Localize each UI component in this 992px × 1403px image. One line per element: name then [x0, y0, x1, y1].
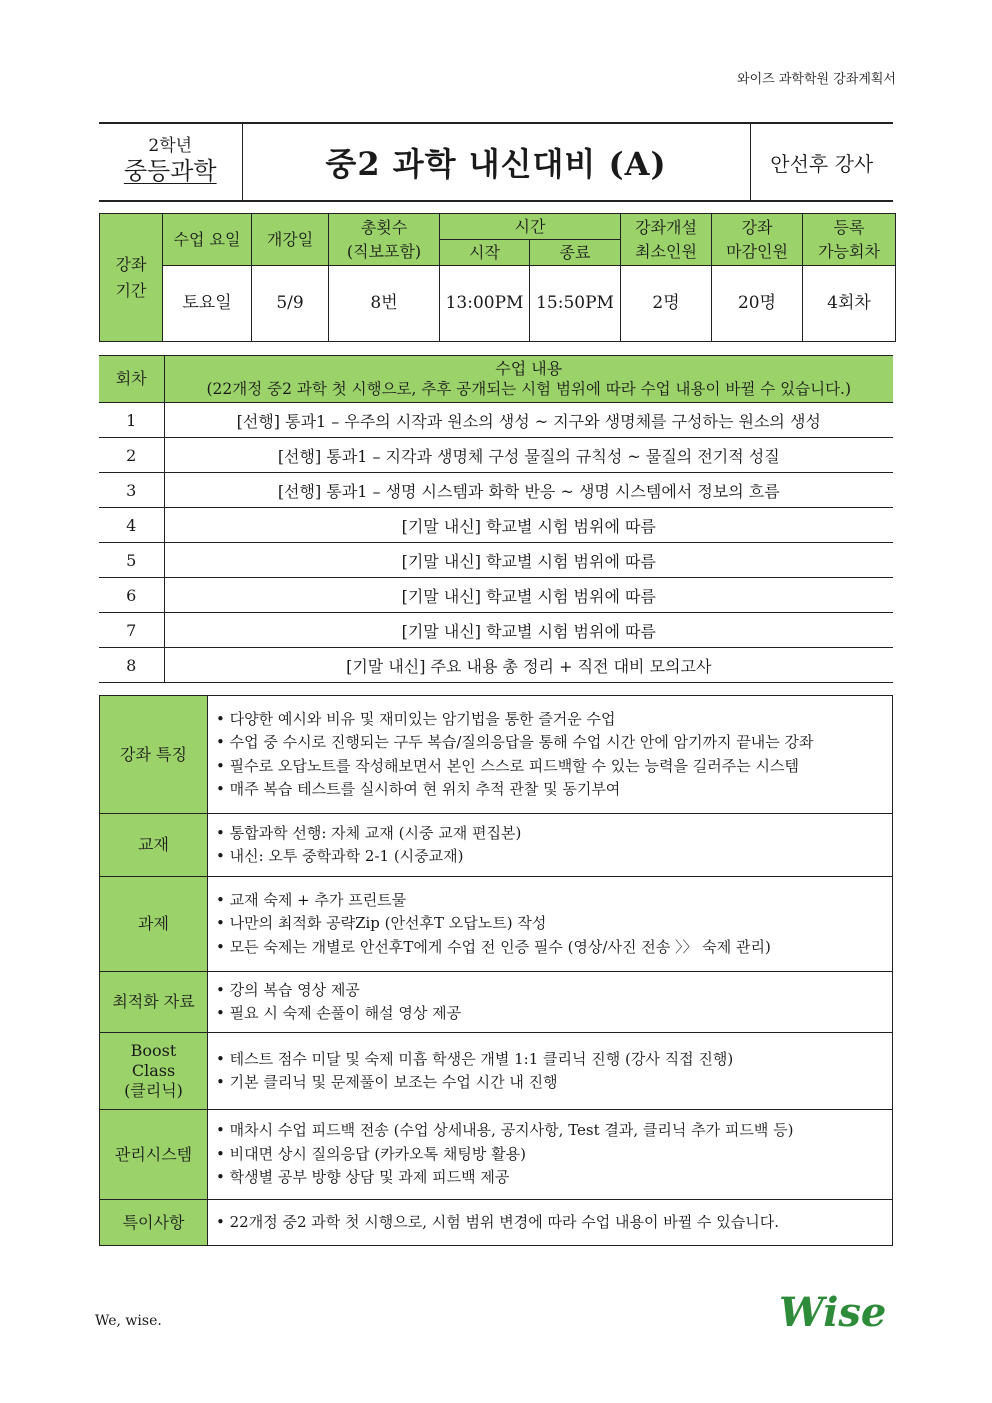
content-column-header [164, 356, 893, 403]
document-header-note: 와이즈 과학학원 강좌계획서 [737, 72, 896, 87]
feature-content [208, 972, 893, 1033]
session-number: 6 [99, 578, 164, 613]
feature-list [216, 889, 884, 960]
feature-row [100, 814, 893, 877]
session-content: [기말 내신] 학교별 시험 범위에 따름 [164, 543, 893, 578]
session-content: [선행] 통과1 – 지각과 생명체 구성 물질의 규칙성 ~ 물질의 전기적 성질 [164, 438, 893, 473]
instructor-name: 안선후 강사 [770, 151, 874, 176]
session-number: 4 [99, 508, 164, 543]
feature-list [216, 979, 884, 1026]
start-date-header: 개강일 [252, 214, 329, 266]
course-title-cell [242, 123, 750, 201]
feature-list [216, 708, 884, 802]
feature-item: • 모든 숙제는 개별로 안선후T에게 수업 전 인증 필수 (영상/사진 전송 〉〉 숙제 관리) [216, 936, 884, 960]
min-header-sub: 최소인원 [635, 241, 697, 261]
session-content: [기말 내신] 학교별 시험 범위에 따름 [164, 578, 893, 613]
feature-item: • 매주 복습 테스트를 실시하여 현 위치 추적 관찰 및 동기부여 [216, 778, 884, 802]
feature-item: • 테스트 점수 미달 및 숙제 미흡 학생은 개별 1:1 클리닉 진행 (강사 직접 진행) [216, 1048, 884, 1072]
content-header-notice: (22개정 중2 과학 첫 시행으로, 추후 공개되는 시험 범위에 따라 수업 내용이 바뀔 수 있습니다.) [206, 380, 852, 399]
schedule-table [99, 355, 893, 683]
schedule-row [99, 613, 893, 648]
session-column-header: 회차 [99, 356, 164, 403]
session-content: [선행] 통과1 – 생명 시스템과 화학 반응 ~ 생명 시스템에서 정보의 흐름 [164, 473, 893, 508]
time-start-value: 13:00PM [440, 266, 530, 342]
feature-row [100, 1110, 893, 1200]
time-start-header: 시작 [440, 240, 530, 266]
feature-content [208, 1033, 893, 1110]
feature-label: 관리시스템 [100, 1110, 208, 1200]
time-end-value: 15:50PM [530, 266, 621, 342]
feature-content [208, 814, 893, 877]
feature-item: • 강의 복습 영상 제공 [216, 979, 884, 1003]
min-value: 2명 [621, 266, 712, 342]
feature-content [208, 1110, 893, 1200]
sessions-header [329, 214, 440, 266]
feature-item: • 내신: 오투 중학과학 2-1 (시중교재) [216, 845, 884, 869]
grade-label: 2학년 [148, 136, 193, 157]
min-header [621, 214, 712, 266]
feature-content [208, 877, 893, 972]
feature-item: • 비대면 상시 질의응답 (카카오톡 채팅방 활용) [216, 1143, 884, 1167]
session-number: 5 [99, 543, 164, 578]
schedule-row [99, 438, 893, 473]
feature-label: 특이사항 [100, 1200, 208, 1246]
feature-item: • 22개정 중2 과학 첫 시행으로, 시험 범위 변경에 따라 수업 내용이 바뀔 수 있습니다. [216, 1211, 884, 1235]
sessions-value: 8번 [329, 266, 440, 342]
subject-label: 중등과학 [123, 156, 217, 185]
wise-logo-text: Wise [779, 1290, 887, 1332]
session-number: 7 [99, 613, 164, 648]
feature-item: • 수업 중 수시로 진행되는 구두 복습/질의응답을 통해 수업 시간 안에 암기까지 끝내는 강좌 [216, 731, 884, 755]
feature-label: 교재 [100, 814, 208, 877]
feature-item: • 다양한 예시와 비유 및 재미있는 암기법을 통한 즐거운 수업 [216, 708, 884, 732]
footer-slogan: We, wise. [95, 1313, 162, 1329]
session-number: 2 [99, 438, 164, 473]
schedule-row [99, 578, 893, 613]
reg-value: 4회차 [803, 266, 896, 342]
time-header: 시간 [440, 214, 621, 240]
schedule-row [99, 543, 893, 578]
wise-logo [779, 1290, 895, 1332]
day-value: 토요일 [163, 266, 252, 342]
session-content: [기말 내신] 학교별 시험 범위에 따름 [164, 508, 893, 543]
feature-list [216, 1211, 884, 1235]
schedule-row [99, 508, 893, 543]
feature-content [208, 696, 893, 814]
schedule-row [99, 403, 893, 438]
feature-label: Boost Class (클리닉) [100, 1033, 208, 1110]
feature-row [100, 972, 893, 1033]
session-content: [기말 내신] 학교별 시험 범위에 따름 [164, 613, 893, 648]
feature-item: • 통합과학 선행: 자체 교재 (시중 교재 편집본) [216, 822, 884, 846]
features-table [99, 695, 893, 1246]
session-content: [기말 내신] 주요 내용 총 정리 + 직전 대비 모의고사 [164, 648, 893, 683]
feature-label: 강좌 특징 [100, 696, 208, 814]
feature-item: • 기본 클리닉 및 문제풀이 보조는 수업 시간 내 진행 [216, 1071, 884, 1095]
session-number: 1 [99, 403, 164, 438]
min-header-main: 강좌개설 [635, 218, 697, 238]
schedule-row [99, 473, 893, 508]
feature-item: • 필수로 오답노트를 작성해보면서 본인 스스로 피드백할 수 있는 능력을 길러주는 시스템 [216, 755, 884, 779]
content-header-title: 수업 내용 [495, 358, 563, 378]
grade-subject-cell [99, 123, 242, 201]
time-end-header: 종료 [530, 240, 621, 266]
day-header: 수업 요일 [163, 214, 252, 266]
feature-item: • 필요 시 숙제 손풀이 해설 영상 제공 [216, 1002, 884, 1026]
reg-header-sub: 가능회차 [818, 241, 880, 261]
session-number: 3 [99, 473, 164, 508]
feature-label: 과제 [100, 877, 208, 972]
max-value: 20명 [712, 266, 803, 342]
reg-header [803, 214, 896, 266]
title-table [99, 122, 893, 202]
max-header-sub: 마감인원 [726, 241, 788, 261]
feature-list [216, 1048, 884, 1095]
course-info-table [99, 213, 896, 342]
feature-item: • 학생별 공부 방향 상담 및 과제 피드백 제공 [216, 1166, 884, 1190]
max-header-main: 강좌 [741, 218, 773, 238]
feature-list [216, 822, 884, 869]
feature-item: • 나만의 최적화 공략Zip (안선후T 오답노트) 작성 [216, 912, 884, 936]
feature-label: 최적화 자료 [100, 972, 208, 1033]
instructor-cell [750, 123, 893, 201]
session-content: [선행] 통과1 – 우주의 시작과 원소의 생성 ~ 지구와 생명체를 구성하는 원소의 생성 [164, 403, 893, 438]
feature-row [100, 1200, 893, 1246]
feature-row [100, 696, 893, 814]
sessions-header-main: 총횟수 [360, 218, 408, 238]
period-label: 강좌 기간 [100, 214, 163, 342]
feature-list [216, 1119, 884, 1190]
schedule-row [99, 648, 893, 683]
feature-content [208, 1200, 893, 1246]
sessions-header-sub: (직보포함) [346, 241, 422, 261]
feature-row [100, 877, 893, 972]
course-title: 중2 과학 내신대비 (A) [325, 145, 667, 183]
feature-row [100, 1033, 893, 1110]
start-date-value: 5/9 [252, 266, 329, 342]
session-number: 8 [99, 648, 164, 683]
feature-item: • 매차시 수업 피드백 전송 (수업 상세내용, 공지사항, Test 결과, 클리닉 추가 피드백 등) [216, 1119, 884, 1143]
max-header [712, 214, 803, 266]
feature-item: • 교재 숙제 + 추가 프린트물 [216, 889, 884, 913]
reg-header-main: 등록 [833, 218, 865, 238]
